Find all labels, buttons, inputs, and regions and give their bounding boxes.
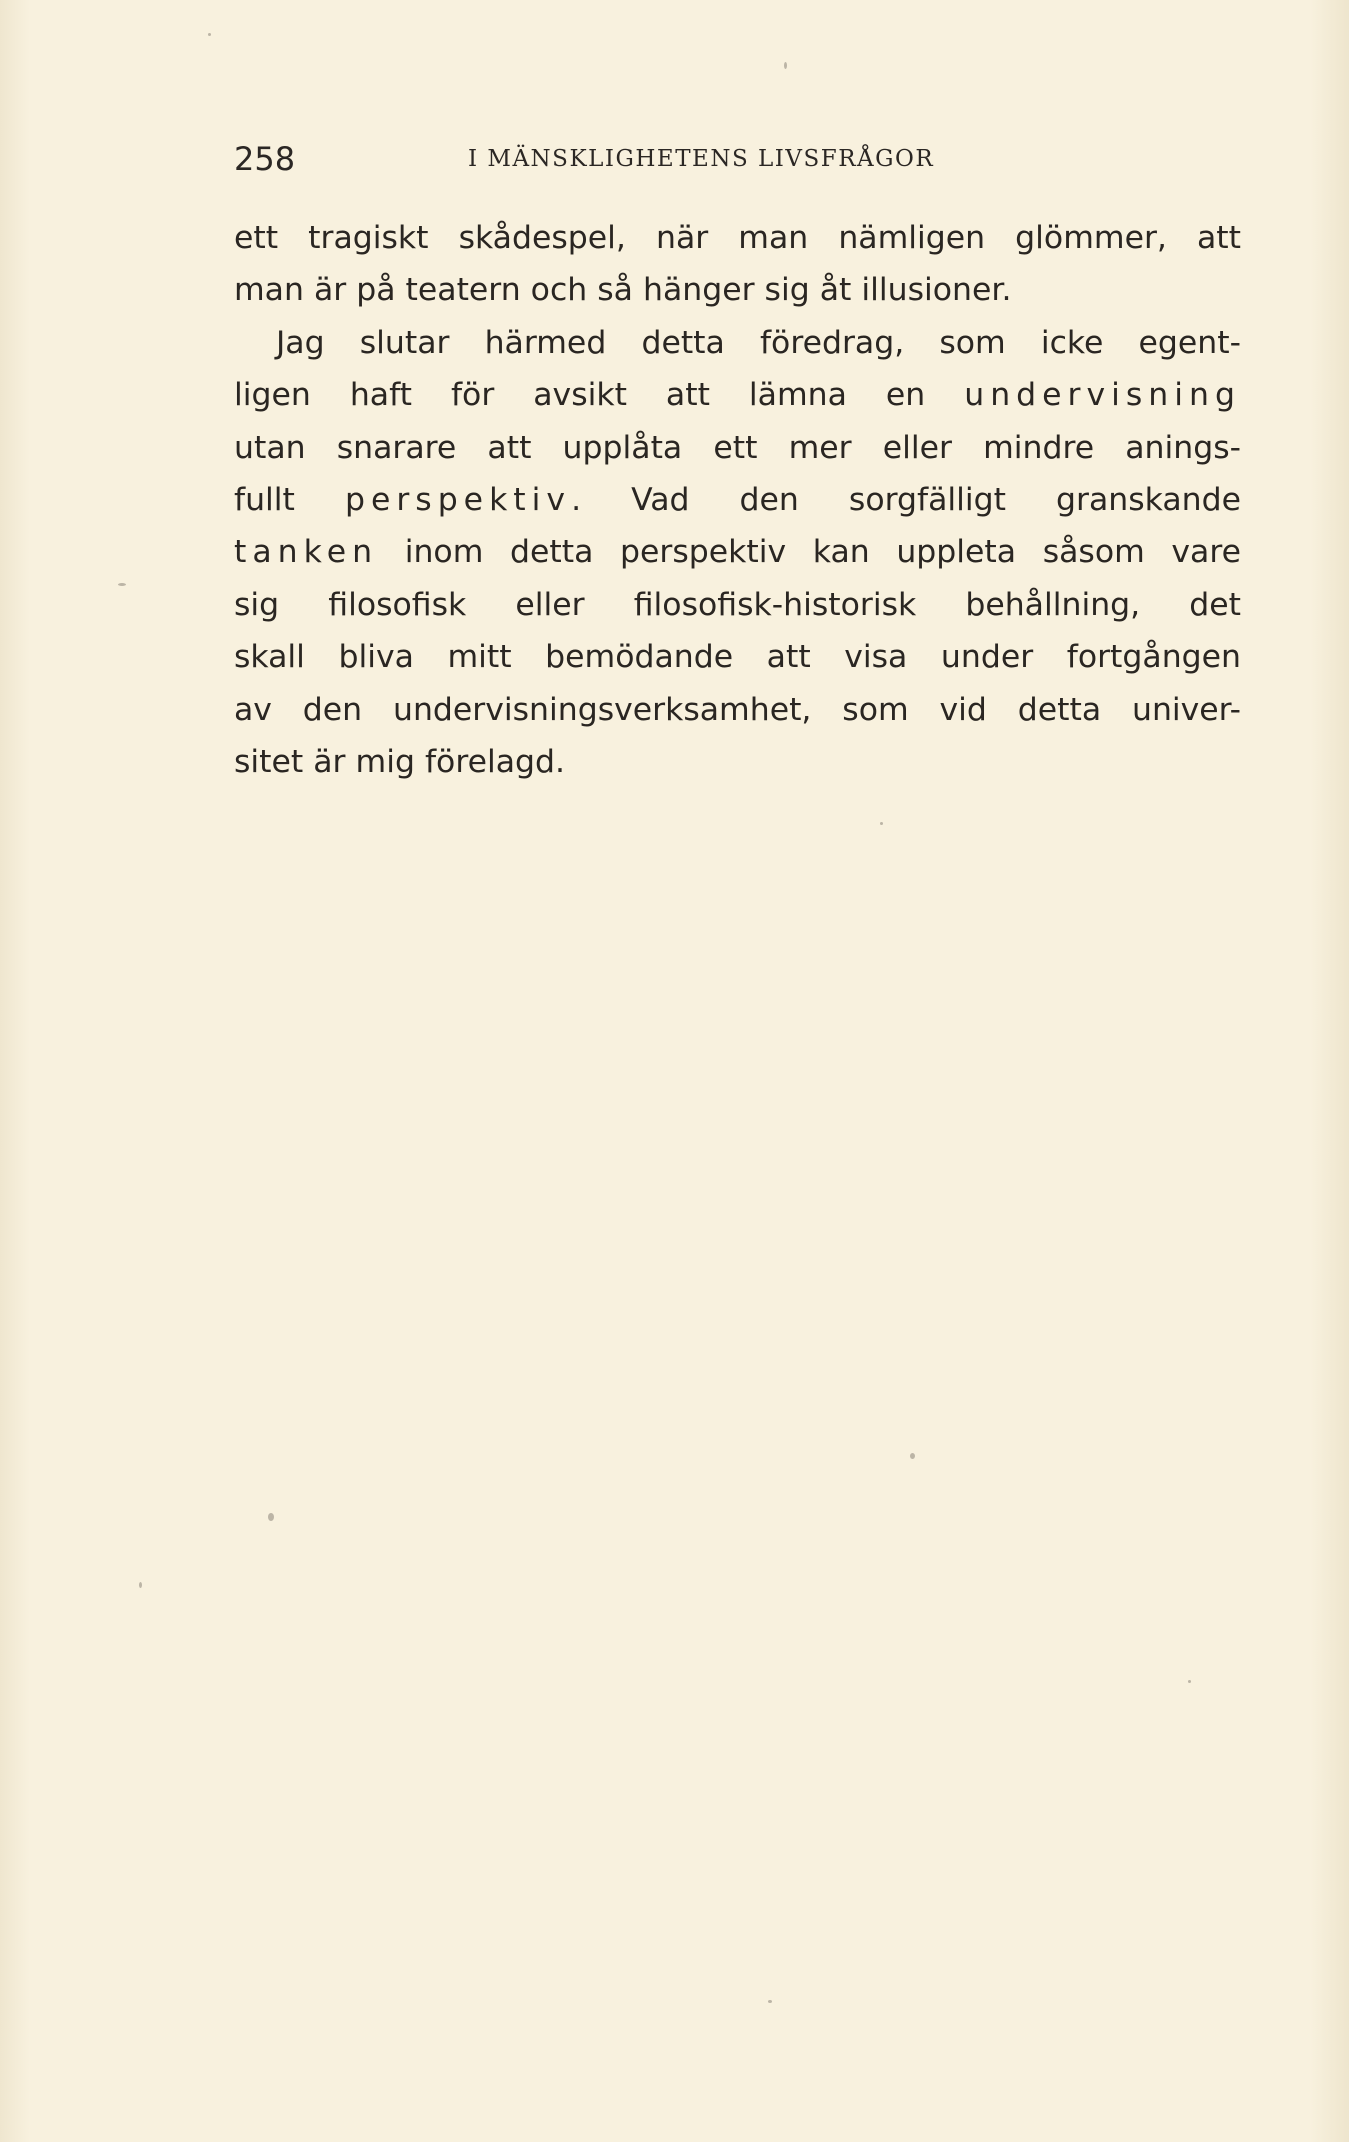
paper-speck — [268, 1513, 274, 1521]
text-line: sig filosofisk eller filosofisk-historisk behållning, det — [234, 586, 1241, 623]
page-number: 258 — [234, 140, 296, 178]
paper-speck — [139, 1582, 142, 1588]
text-line: ligen haft för avsikt att lämna en undervisning — [234, 377, 1241, 414]
paper-speck — [208, 33, 211, 36]
emphasized-word: undervisning — [964, 377, 1241, 414]
text-line: man är på teatern och så hänger sig åt illusioner. — [234, 272, 1012, 309]
body-text — [234, 212, 1241, 788]
text-line: ett tragiskt skådespel, när man nämligen glömmer, att — [234, 220, 1241, 256]
paper-speck — [118, 583, 126, 586]
paper-speck — [910, 1453, 915, 1459]
text-line: skall bliva mitt bemödande att visa under fortgången — [234, 639, 1241, 676]
text-line: tanken inom detta perspektiv kan uppleta såsom vare — [234, 534, 1241, 571]
paragraph-start-line: Jag slutar härmed detta föredrag, som icke egent- — [276, 324, 1241, 361]
emphasized-word: tanken — [234, 534, 379, 571]
paper-speck — [880, 822, 883, 825]
text-line: utan snarare att upplåta ett mer eller mindre anings- — [234, 429, 1241, 466]
running-title: I MÄNSKLIGHETENS LIVSFRÅGOR — [468, 146, 935, 172]
paper-speck — [768, 2000, 772, 2003]
paragraph-end-line: sitet är mig förelagd. — [234, 743, 566, 780]
paper-speck — [1188, 1680, 1191, 1683]
emphasized-word: perspektiv — [344, 481, 572, 518]
text-line: av den undervisningsverksamhet, som vid detta univer- — [234, 691, 1241, 728]
text-line: fullt perspektiv. Vad den sorgfälligt granskande — [234, 481, 1241, 518]
paper-speck — [784, 62, 787, 69]
page-header — [234, 137, 1274, 181]
